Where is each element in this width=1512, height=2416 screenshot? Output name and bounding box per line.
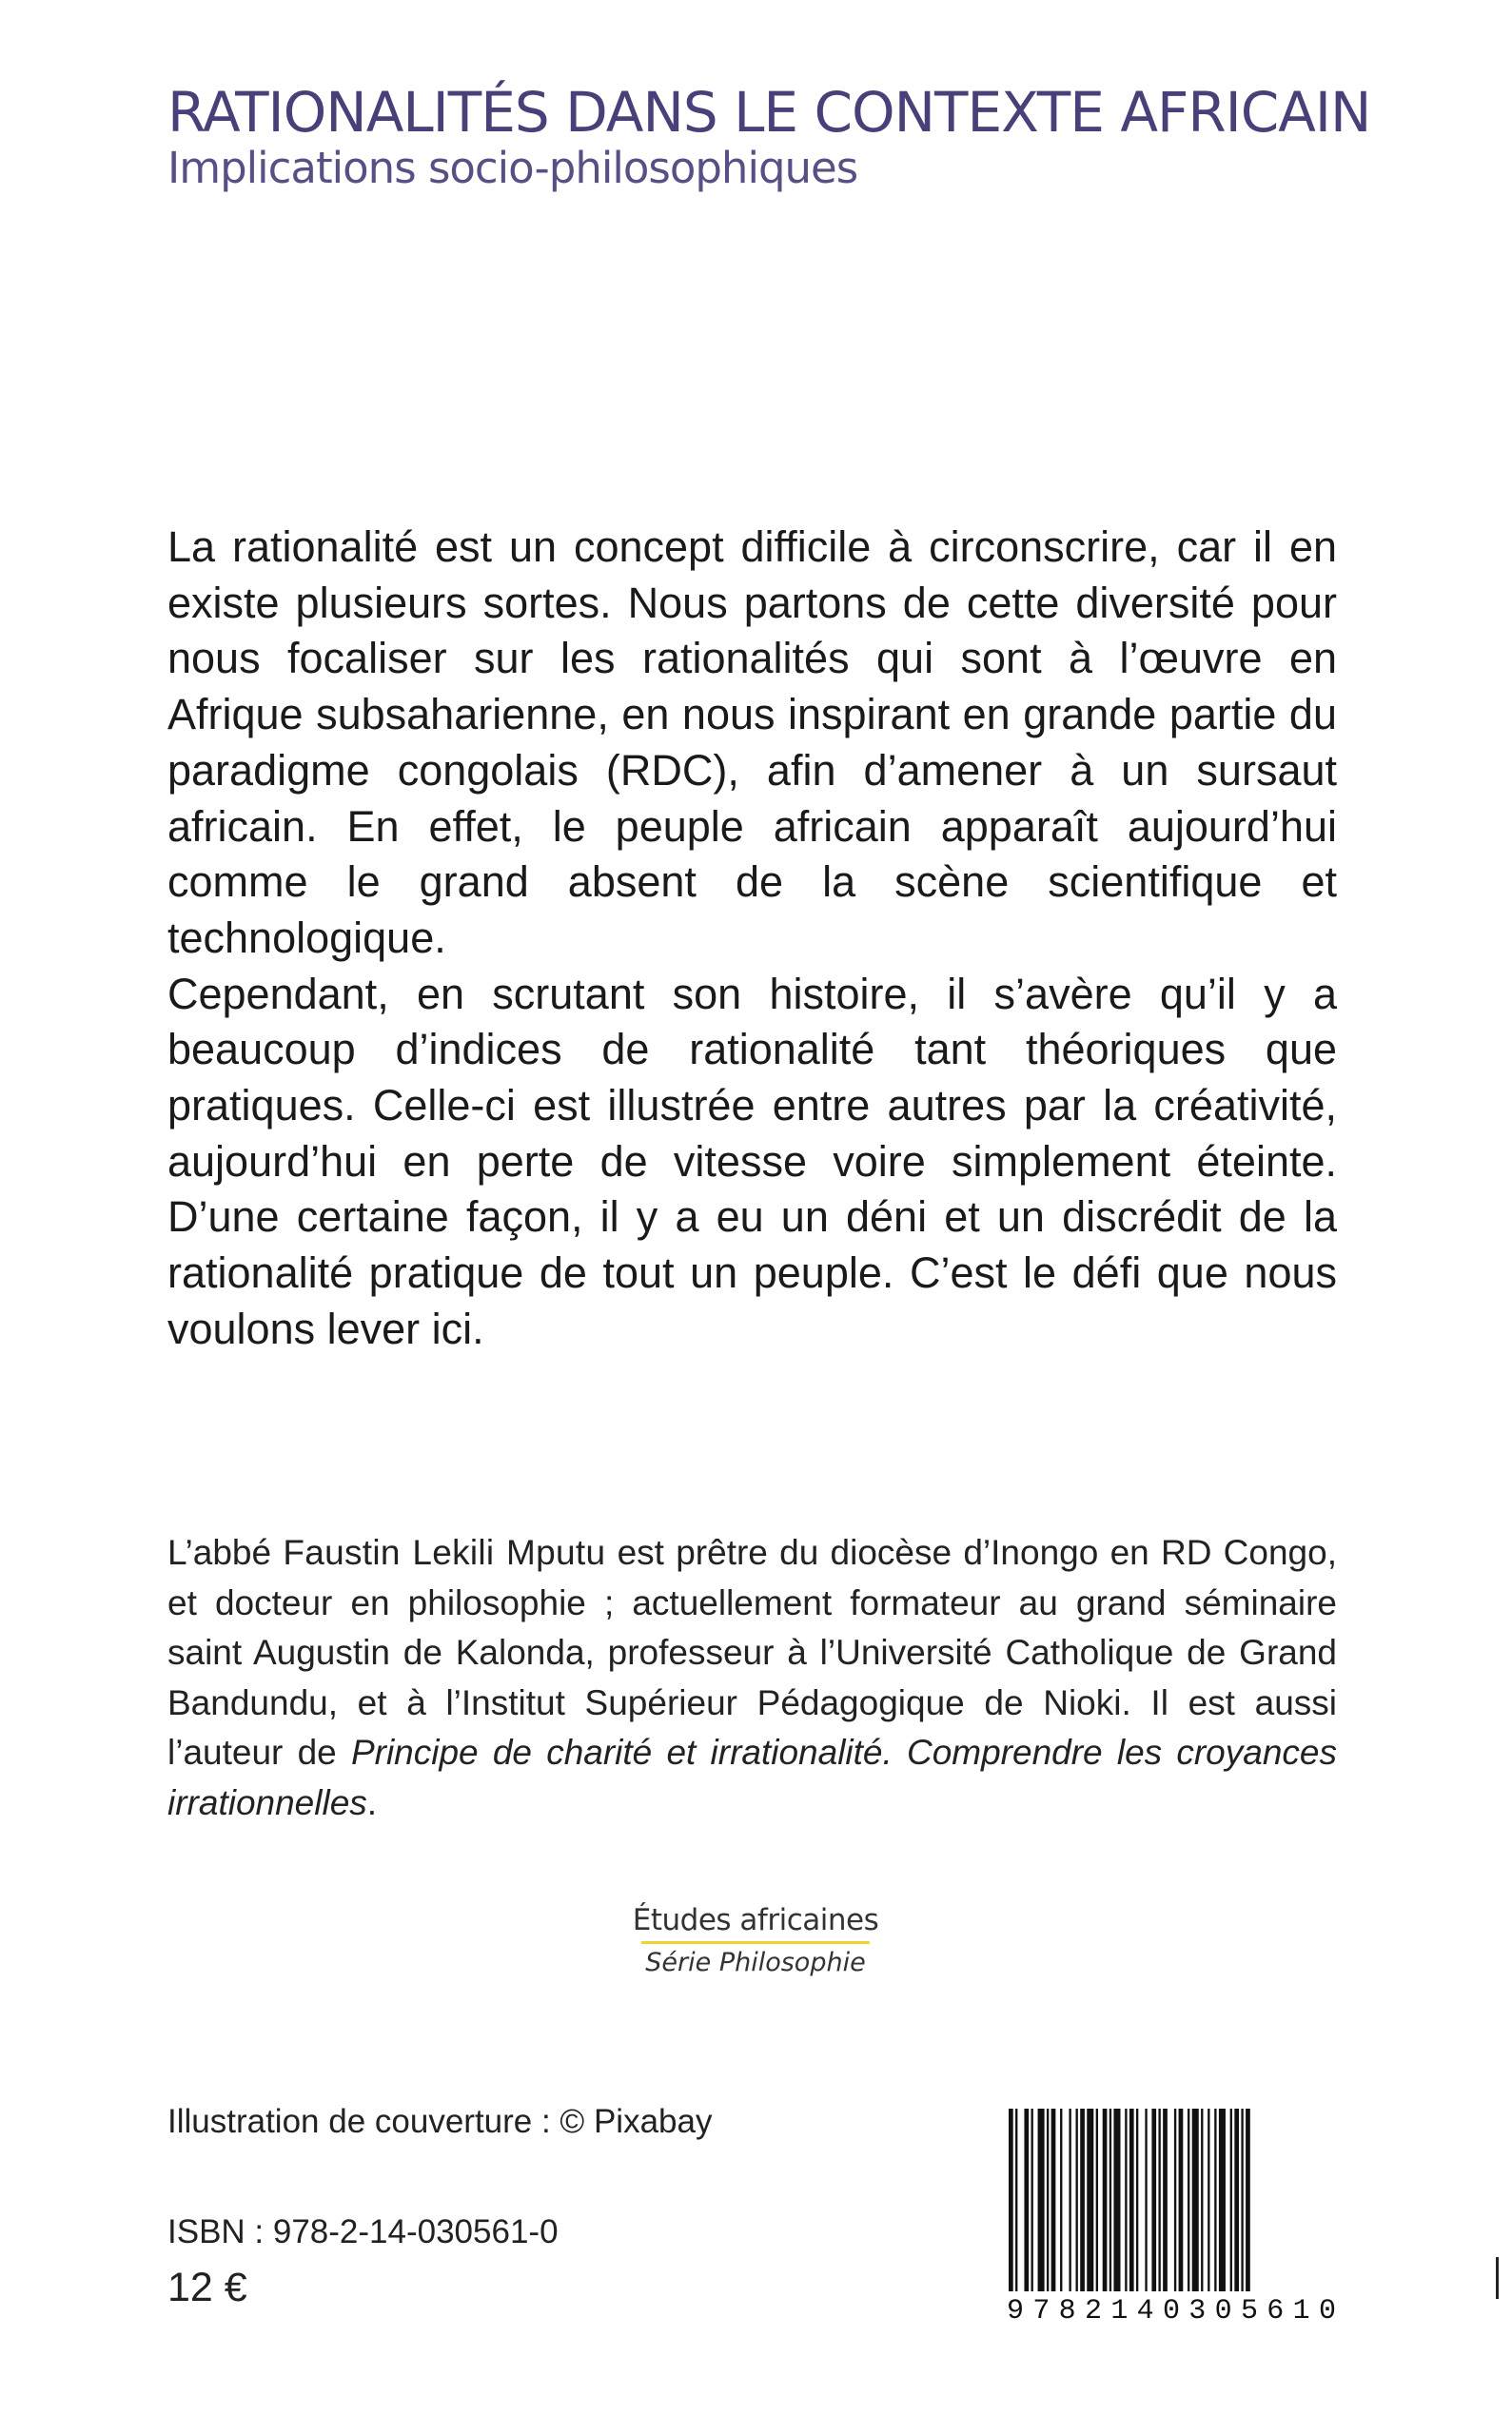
barcode-bar (1038, 2109, 1045, 2291)
barcode-bar (1158, 2109, 1160, 2291)
price: 12 € (167, 2265, 247, 2310)
barcode-digit: 6 (1267, 2295, 1285, 2328)
barcode-bar (1024, 2109, 1029, 2291)
barcode-digit: 2 (1084, 2295, 1102, 2328)
barcode-bar (1031, 2109, 1033, 2291)
barcode-bar (1015, 2109, 1017, 2291)
illustration-credit: Illustration de couverture : © Pixabay (167, 2103, 713, 2140)
barcode-bar (1151, 2109, 1156, 2291)
barcode-digit: 8 (1058, 2295, 1076, 2328)
barcode-bar (1234, 2109, 1239, 2291)
barcode-bar (1051, 2109, 1056, 2291)
isbn: ISBN : 978-2-14-030561-0 (167, 2213, 559, 2250)
barcode-bar (1076, 2109, 1078, 2291)
barcode-bar (1246, 2109, 1250, 2291)
barcode-bar (1136, 2109, 1138, 2291)
barcode-bar (1214, 2109, 1216, 2291)
barcode-bar (1113, 2109, 1120, 2291)
barcode-bars (1007, 2109, 1336, 2295)
barcode-bar (1188, 2109, 1189, 2291)
series-name: Études africaines (632, 1903, 879, 1937)
barcode-bar (1219, 2109, 1226, 2291)
series-logo (628, 1903, 883, 1977)
barcode-digit: 1 (1110, 2295, 1129, 2328)
barcode-digit: 0 (1162, 2295, 1180, 2328)
edge-mark (1496, 2257, 1499, 2299)
barcode-bar (1080, 2109, 1085, 2291)
barcode-digit: 5 (1240, 2295, 1258, 2328)
barcode-bar (1192, 2109, 1199, 2291)
back-cover-blurb (167, 520, 1337, 1358)
blurb-paragraph-1: La rationalité est un concept difficile à circonscrire, car il en existe plusieurs sortes. Nous partons de cette diversité pour nous focaliser sur les rationalités qui sont à l’œuvre en Afrique subsaharienne, en nous inspirant en grande partie du paradigme congolais (RDC), afin d’amener à un sursaut africain. En effet, le peuple africain apparaît aujourd’hui comme le grand absent de la scène scientifique et technologique. (167, 522, 1337, 962)
barcode-bar (1179, 2109, 1184, 2291)
bio-book-title: Principe de charité et irrationalité. Comprendre les croyances irrationnelles (167, 1733, 1337, 1822)
book-subtitle: Implications socio-philosophiques (167, 143, 858, 193)
barcode-bar (1047, 2109, 1049, 2291)
barcode-bar (1174, 2109, 1176, 2291)
barcode-bar (1103, 2109, 1108, 2291)
barcode-digit: 7 (1032, 2295, 1051, 2328)
bio-prefix: L’abbé (167, 1533, 284, 1572)
barcode-bar (1069, 2109, 1070, 2291)
barcode-bar (1129, 2109, 1134, 2291)
barcode-digit: 3 (1188, 2295, 1207, 2328)
barcode-digit: 4 (1136, 2295, 1154, 2328)
series-divider (641, 1941, 870, 1944)
barcode-digit: 0 (1318, 2295, 1336, 2328)
barcode-bar (1241, 2109, 1243, 2291)
blurb-paragraph-2: Cependant, en scrutant son histoire, il s’avère qu’il y a beaucoup d’indices de rationalité tant théoriques que pratiques. Celle-ci est illustrée entre autres par la créativité, aujourd’hui en perte de vitesse voire simplement éteinte. D’une certaine façon, il y a eu un déni et un discrédit de la rationalité pratique de tout un peuple. C’est le défi que nous voulons lever ici. (167, 969, 1337, 1353)
barcode-bar (1125, 2109, 1127, 2291)
book-title: RATIONALITÉS DANS LE CONTEXTE AFRICAIN (167, 80, 1371, 145)
isbn-barcode (1007, 2109, 1336, 2341)
barcode-bar (1060, 2109, 1062, 2291)
barcode-digit: 0 (1214, 2295, 1232, 2328)
bio-text: est prêtre du diocèse d’Inongo en RD Congo, et docteur en philosophie ; actuellement formateur au grand séminaire saint Augustin de Kalonda, professeur à l’Université Catholique de Grand Bandundu, et à l’Institut Supérieur Pédagogique de Nioki. Il est aussi l’auteur de (167, 1533, 1337, 1773)
barcode-bar (1230, 2109, 1232, 2291)
bio-end: . (366, 1782, 378, 1822)
series-subseries: Série Philosophie (645, 1948, 866, 1977)
author-name: Faustin Lekili Mputu (283, 1533, 606, 1572)
barcode-digits (1007, 2295, 1336, 2328)
barcode-bar (1096, 2109, 1098, 2291)
barcode-bar (1109, 2109, 1111, 2291)
barcode-digit: 1 (1292, 2295, 1310, 2328)
barcode-bar (1087, 2109, 1093, 2291)
barcode-bar (1208, 2109, 1209, 2291)
barcode-digit: 9 (1007, 2295, 1025, 2328)
author-bio (167, 1528, 1337, 1829)
barcode-bar (1163, 2109, 1168, 2291)
barcode-bar (1145, 2109, 1147, 2291)
barcode-bar (1009, 2109, 1013, 2291)
barcode-bar (1201, 2109, 1203, 2291)
